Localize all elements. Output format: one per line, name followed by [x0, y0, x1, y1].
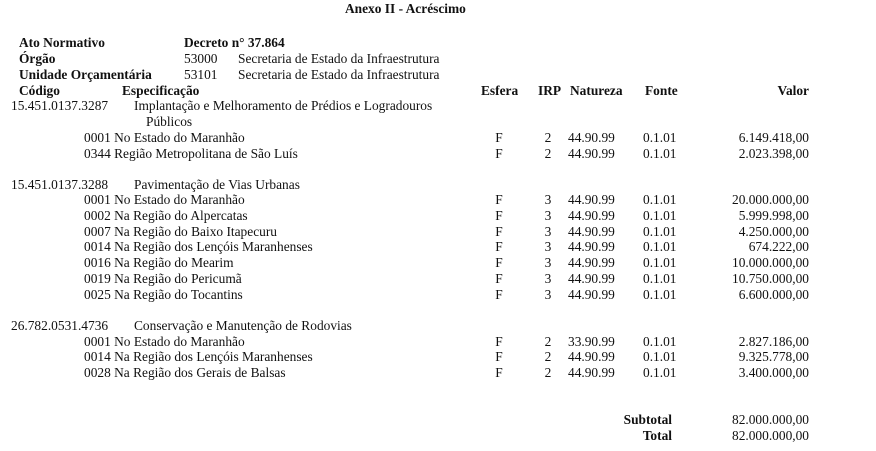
row-esfera: F — [495, 287, 503, 302]
row-fonte: 0.1.01 — [643, 130, 677, 145]
ato-normativo-label: Ato Normativo — [19, 35, 105, 50]
row-valor: 6.600.000,00 — [738, 287, 809, 302]
row-fonte: 0.1.01 — [643, 349, 677, 364]
row-esfera: F — [495, 208, 503, 223]
row-natureza: 44.90.99 — [568, 192, 615, 207]
total-value: 82.000.000,00 — [732, 428, 809, 443]
column-header-valor: Valor — [777, 83, 809, 98]
row-fonte: 0.1.01 — [643, 208, 677, 223]
row-irp: 3 — [544, 224, 552, 239]
row-valor: 3.400.000,00 — [738, 365, 809, 380]
row-fonte: 0.1.01 — [643, 192, 677, 207]
total-label: Total — [642, 428, 672, 443]
row-esfera: F — [495, 365, 503, 380]
row-fonte: 0.1.01 — [643, 271, 677, 286]
group-title: Pavimentação de Vias Urbanas — [134, 177, 300, 192]
row-valor: 10.750.000,00 — [732, 271, 809, 286]
row-irp: 3 — [544, 208, 552, 223]
row-natureza: 44.90.99 — [568, 255, 615, 270]
row-natureza: 44.90.99 — [568, 287, 615, 302]
orgao-code: 53000 — [184, 51, 218, 66]
row-especificacao: 0002 Na Região do Alpercatas — [84, 208, 248, 223]
row-esfera: F — [495, 239, 503, 254]
row-natureza: 44.90.99 — [568, 239, 615, 254]
column-header-codigo: Código — [19, 83, 60, 98]
group-code: 15.451.0137.3287 — [11, 98, 109, 113]
row-esfera: F — [495, 349, 503, 364]
row-irp: 3 — [544, 192, 552, 207]
row-valor: 6.149.418,00 — [738, 130, 809, 145]
row-natureza: 44.90.99 — [568, 208, 615, 223]
row-esfera: F — [495, 130, 503, 145]
row-especificacao: 0001 No Estado do Maranhão — [84, 130, 245, 145]
row-especificacao: 0344 Região Metropolitana de São Luís — [84, 146, 298, 161]
row-natureza: 44.90.99 — [568, 349, 615, 364]
row-especificacao: 0014 Na Região dos Lençóis Maranhenses — [84, 239, 313, 254]
document-title: Anexo II - Acréscimo — [345, 1, 466, 16]
row-irp: 3 — [544, 271, 552, 286]
row-esfera: F — [495, 255, 503, 270]
orgao-name: Secretaria de Estado da Infraestrutura — [238, 51, 440, 66]
unidade-orcamentaria-name: Secretaria de Estado da Infraestrutura — [238, 67, 440, 82]
row-esfera: F — [495, 146, 503, 161]
row-fonte: 0.1.01 — [643, 239, 677, 254]
row-valor: 4.250.000,00 — [738, 224, 809, 239]
row-especificacao: 0014 Na Região dos Lençóis Maranhenses — [84, 349, 313, 364]
row-esfera: F — [495, 334, 503, 349]
row-esfera: F — [495, 192, 503, 207]
row-valor: 2.827.186,00 — [738, 334, 809, 349]
row-valor: 2.023.398,00 — [738, 146, 809, 161]
group-code: 26.782.0531.4736 — [11, 318, 109, 333]
group-title: Conservação e Manutenção de Rodovias — [134, 318, 352, 333]
row-fonte: 0.1.01 — [643, 334, 677, 349]
row-irp: 2 — [544, 130, 552, 145]
row-irp: 3 — [544, 255, 552, 270]
row-especificacao: 0019 Na Região do Pericumã — [84, 271, 242, 286]
row-natureza: 33.90.99 — [568, 334, 615, 349]
row-fonte: 0.1.01 — [643, 224, 677, 239]
unidade-orcamentaria-label: Unidade Orçamentária — [19, 67, 152, 82]
row-esfera: F — [495, 271, 503, 286]
subtotal-value: 82.000.000,00 — [732, 412, 809, 427]
row-irp: 2 — [544, 334, 552, 349]
row-natureza: 44.90.99 — [568, 365, 615, 380]
row-valor: 10.000.000,00 — [732, 255, 809, 270]
column-header-natureza: Natureza — [570, 83, 623, 98]
row-especificacao: 0001 No Estado do Maranhão — [84, 192, 245, 207]
group-code: 15.451.0137.3288 — [11, 177, 109, 192]
group-title-continuation: Públicos — [146, 114, 193, 129]
column-header-especificacao: Especificação — [122, 83, 200, 98]
ato-normativo-value: Decreto n° 37.864 — [184, 35, 285, 50]
group-title: Implantação e Melhoramento de Prédios e Logradouros — [134, 98, 433, 113]
column-header-fonte: Fonte — [645, 83, 678, 98]
row-valor: 20.000.000,00 — [732, 192, 809, 207]
row-fonte: 0.1.01 — [643, 365, 677, 380]
row-especificacao: 0007 Na Região do Baixo Itapecuru — [84, 224, 277, 239]
row-natureza: 44.90.99 — [568, 146, 615, 161]
row-especificacao: 0028 Na Região dos Gerais de Balsas — [84, 365, 286, 380]
row-valor: 9.325.778,00 — [738, 349, 809, 364]
unidade-orcamentaria-code: 53101 — [184, 67, 218, 82]
row-natureza: 44.90.99 — [568, 224, 615, 239]
row-irp: 3 — [544, 239, 552, 254]
orgao-label: Órgão — [19, 51, 56, 66]
row-irp: 2 — [544, 146, 552, 161]
row-esfera: F — [495, 224, 503, 239]
row-especificacao: 0001 No Estado do Maranhão — [84, 334, 245, 349]
row-valor: 674.222,00 — [748, 239, 809, 254]
row-valor: 5.999.998,00 — [738, 208, 809, 223]
column-header-irp: IRP — [538, 83, 562, 98]
row-fonte: 0.1.01 — [643, 287, 677, 302]
row-irp: 3 — [544, 287, 552, 302]
row-irp: 2 — [544, 349, 552, 364]
row-natureza: 44.90.99 — [568, 130, 615, 145]
row-irp: 2 — [544, 365, 552, 380]
subtotal-label: Subtotal — [623, 412, 672, 427]
row-especificacao: 0016 Na Região do Mearim — [84, 255, 234, 270]
row-fonte: 0.1.01 — [643, 255, 677, 270]
column-header-esfera: Esfera — [481, 83, 519, 98]
row-especificacao: 0025 Na Região do Tocantins — [84, 287, 243, 302]
row-natureza: 44.90.99 — [568, 271, 615, 286]
row-fonte: 0.1.01 — [643, 146, 677, 161]
